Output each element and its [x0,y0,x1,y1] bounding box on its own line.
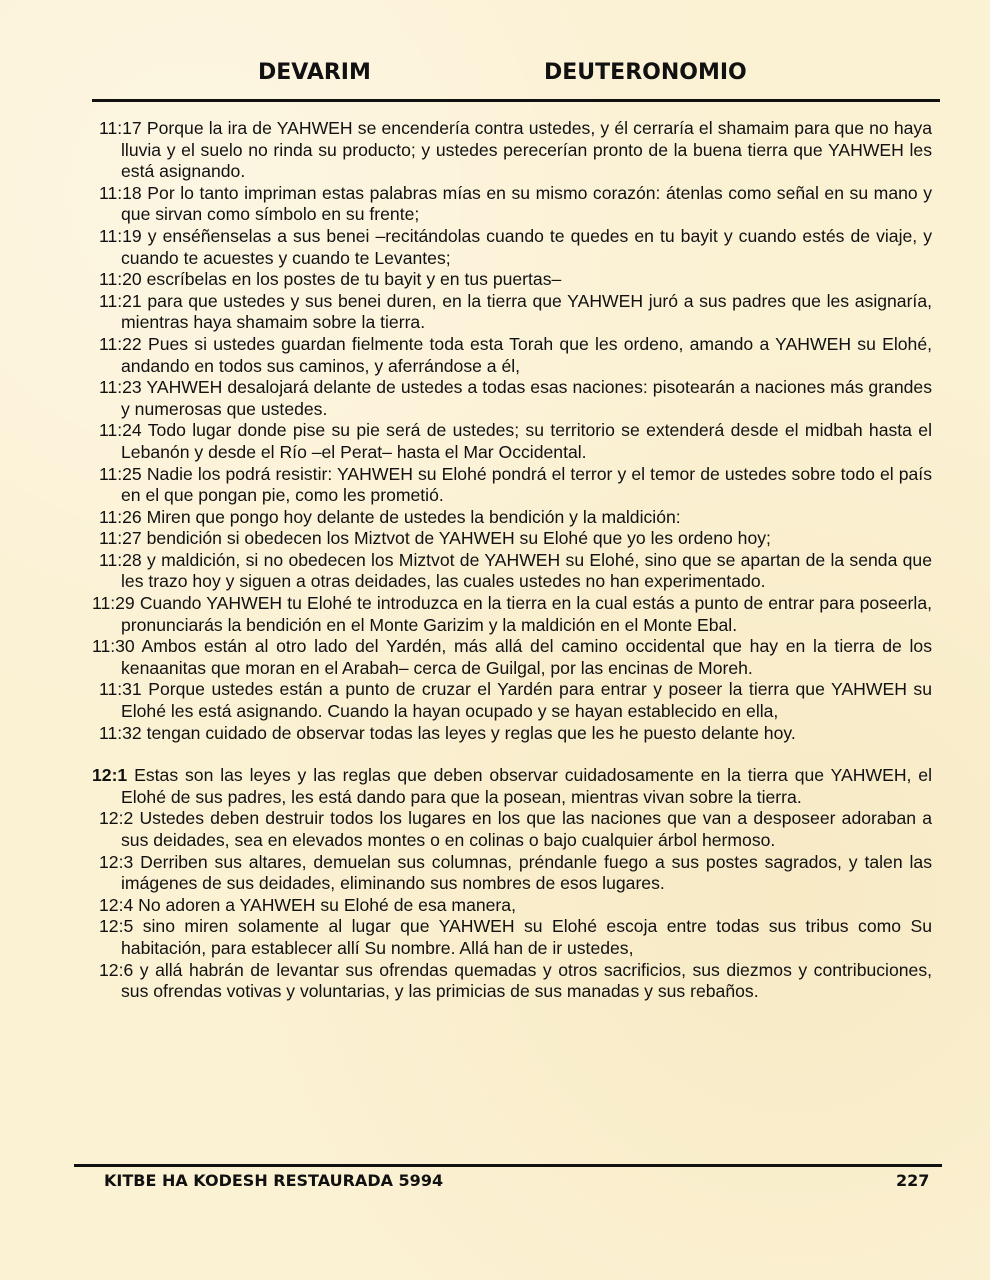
verse-text: Miren que pongo hoy delante de ustedes la bendición y la maldición: [146,506,681,527]
verse [92,636,932,679]
verse-text: y enséñenselas a sus benei –recitándolas cuando te quedes en tu bayit y cuando estés de viaje, y cuando te acuestes y cuando te Levantes; [121,225,932,268]
chapter-start-verse [92,765,932,808]
verse [92,852,932,895]
verse-text: escríbelas en los postes de tu bayit y en tus puertas– [146,269,562,290]
verse-text: Porque la ira de YAHWEH se encendería contra ustedes, y él cerraría el shamaim para que no haya lluvia y el suelo no rinda su producto; y ustedes perecerían pronto de la buena tierra que YAHWEH les está asignando. [121,118,933,182]
verse-number: 11:21 [99,290,142,311]
verse-number: 11:27 [99,528,142,549]
verse-text: Derriben sus altares, demuelan sus columnas, préndanle fuego a sus postes sagrados, y talen las imágenes de sus deidades, eliminando sus nombres de esos lugares. [121,851,933,894]
verse-text: Nadie los podrá resistir: YAHWEH su Elohé pondrá el terror y el temor de ustedes sobre todo el país en el que pongan pie, como les prometió. [121,463,932,506]
verse-number: 11:20 [99,269,142,290]
verse-text: bendición si obedecen los Miztvot de YAHWEH su Elohé que yo les ordeno hoy; [146,528,771,549]
footer-book-title: KITBE HA KODESH RESTAURADA 5994 [104,1171,444,1190]
page-header [0,56,990,92]
verse-number: 11:22 [99,333,142,354]
verse-text: para que ustedes y sus benei duren, en la tierra que YAHWEH juró a sus padres que les asignaría, mientras haya shamaim sobre la tierra. [121,290,932,333]
verse-text: Todo lugar donde pise su pie será de ustedes; su territorio se extenderá desde el midbah hasta el Lebanón y desde el Río –el Perat– hasta el Mar Occidental. [121,420,932,462]
verse-text: Ambos están al otro lado del Yardén, más allá del camino occidental que hay en la tierra de los kenaanitas que moran en el Arabah– cerca de Guilgal, por las encinas de Moreh. [121,636,933,678]
verse [92,291,932,334]
book-title-spanish: DEUTERONOMIO [544,60,747,85]
verse [92,550,932,593]
verse [92,183,932,226]
verse [92,118,932,183]
verse [92,593,932,636]
verse-number: 12:3 [99,851,134,872]
verse-number: 11:17 [99,118,142,138]
verse [92,808,932,851]
verse-number: 11:28 [99,549,142,570]
verse-number: 11:23 [99,377,142,398]
verse-text: tengan cuidado de observar todas las leyes y reglas que les he puesto delante hoy. [146,722,796,743]
verse-text: Cuando YAHWEH tu Elohé te introduzca en la tierra en la cual estás a punto de entrar para poseerla, pronunciarás la bendición en el Monte Garizim y la maldición en el Monte Ebal. [121,593,932,635]
verse [92,679,932,722]
verse-number: 11:29 [92,593,135,614]
verse-text: Ustedes deben destruir todos los lugares en los que las naciones que van a desposeer adoraban a sus deidades, sea en elevados montes o en colinas o bajo cualquier árbol hermoso. [121,808,933,850]
verse-text: y maldición, si no obedecen los Miztvot de YAHWEH su Elohé, sino que se apartan de la senda que les trazo hoy y siguen a otras deidades, las cuales ustedes no han experimentado. [121,549,933,592]
verse [92,507,932,529]
verse-number: 11:32 [99,722,142,743]
verse-number: 12:6 [99,959,134,980]
footer-rule [74,1164,942,1167]
header-rule [92,99,940,102]
verse [92,226,932,269]
verse-number: 11:24 [99,420,142,441]
verse-number: 12:4 [99,894,134,915]
page-number: 227 [896,1171,930,1190]
verse-text: y allá habrán de levantar sus ofrendas quemadas y otros sacrificios, sus diezmos y contribuciones, sus ofrendas votivas y voluntarias, y las primicias de sus manadas y sus rebaños. [121,959,933,1002]
verse-number: 12:2 [99,808,134,829]
verse-text: Por lo tanto impriman estas palabras mías en su mismo corazón: átenlas como señal en su mano y que sirvan como símbolo en su frente; [121,182,933,225]
verse-text: Pues si ustedes guardan fielmente toda esta Torah que les ordeno, amando a YAHWEH su Elohé, andando en todos sus caminos, y aferrándose a él, [121,333,932,376]
verse [92,723,932,745]
verse-text: Porque ustedes están a punto de cruzar el Yardén para entrar y poseer la tierra que YAHWEH su Elohé les está asignando. Cuando la hayan ocupado y se hayan establecido en ella, [121,679,933,722]
book-title-hebrew: DEVARIM [258,60,371,85]
verse-number: 11:25 [99,463,142,484]
verse-text: YAHWEH desalojará delante de ustedes a todas esas naciones: pisotearán a naciones más grandes y numerosas que ustedes. [121,377,932,419]
verse-number: 11:18 [99,182,142,203]
verse [92,528,932,550]
verse-text: No adoren a YAHWEH su Elohé de esa manera, [138,894,516,915]
verse [92,334,932,377]
verse-number: 11:31 [99,679,142,700]
chapter-number: 12:1 [92,765,128,786]
verse [92,916,932,959]
verse-text: sino miren solamente al lugar que YAHWEH su Elohé escoja entre todas sus tribus como Su habitación, para establecer allí Su nombre. Allá han de ir ustedes, [121,916,933,958]
verse [92,895,932,917]
chapter-gap [92,744,932,765]
verse-text: Estas son las leyes y las reglas que deben observar cuidadosamente en la tierra que YAHWEH, el Elohé de sus padres, les está dando para que la posean, mientras vivan sobre la tierra. [121,765,932,807]
verse [92,464,932,507]
verse-number: 11:19 [99,225,142,246]
verse [92,377,932,420]
verse-number: 11:30 [92,636,135,657]
verse [92,420,932,463]
verse-number: 12:5 [99,916,134,937]
verse [92,960,932,1003]
verse-number: 11:26 [99,506,142,527]
verse [92,269,932,291]
scripture-text [92,118,932,1003]
